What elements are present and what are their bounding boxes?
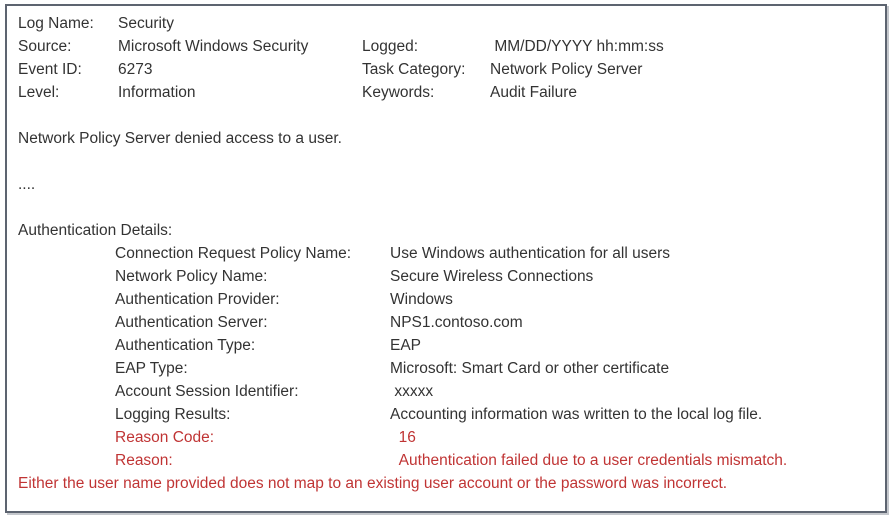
detail-value-connection-request-policy: Use Windows authentication for all users xyxy=(390,245,670,262)
field-value-log-name: Security xyxy=(118,15,174,32)
field-value-keywords: Audit Failure xyxy=(490,84,578,101)
detail-label-reason-code: Reason Code: xyxy=(115,429,215,446)
auth-detail-row xyxy=(115,334,873,357)
detail-value-reason: Authentication failed due to a user credentials mismatch. xyxy=(390,452,788,469)
field-label-level: Level: xyxy=(18,84,60,101)
event-header-row xyxy=(18,58,873,81)
field-value-task-category: Network Policy Server xyxy=(490,61,643,78)
auth-detail-row xyxy=(115,288,873,311)
detail-value-auth-server: NPS1.contoso.com xyxy=(390,314,523,331)
field-value-empty xyxy=(490,12,873,35)
detail-value-eap-type: Microsoft: Smart Card or other certificate xyxy=(390,360,670,377)
field-value-event-id: 6273 xyxy=(118,61,153,78)
auth-detail-row xyxy=(115,311,873,334)
detail-value-reason-code: 16 xyxy=(390,429,416,446)
spacer xyxy=(18,150,873,173)
event-header-row xyxy=(18,35,873,58)
auth-detail-row xyxy=(115,380,873,403)
field-label-logged: Logged: xyxy=(362,38,419,55)
detail-label-account-session-id: Account Session Identifier: xyxy=(115,383,299,400)
detail-label-auth-provider: Authentication Provider: xyxy=(115,291,280,308)
auth-details-heading: Authentication Details: xyxy=(18,222,173,239)
detail-value-auth-type: EAP xyxy=(390,337,422,354)
detail-label-network-policy: Network Policy Name: xyxy=(115,268,268,285)
detail-label-reason: Reason: xyxy=(115,452,173,469)
field-label-event-id: Event ID: xyxy=(18,61,82,78)
field-value-level: Information xyxy=(118,84,196,101)
spacer xyxy=(18,196,873,219)
auth-detail-row xyxy=(115,265,873,288)
field-label-empty xyxy=(362,12,490,35)
event-header-row xyxy=(18,12,873,35)
auth-detail-row xyxy=(115,242,873,265)
detail-label-eap-type: EAP Type: xyxy=(115,360,188,377)
event-header-row xyxy=(18,81,873,104)
field-value-source: Microsoft Windows Security xyxy=(118,38,309,55)
ellipsis-text: .... xyxy=(18,176,36,193)
event-description: Network Policy Server denied access to a user. xyxy=(18,130,342,147)
field-value-logged: MM/DD/YYYY hh:mm:ss xyxy=(490,38,664,55)
detail-label-auth-type: Authentication Type: xyxy=(115,337,256,354)
event-log-panel xyxy=(5,4,887,513)
field-label-log-name: Log Name: xyxy=(18,15,94,32)
auth-detail-row-reason-code xyxy=(115,426,873,449)
detail-value-network-policy: Secure Wireless Connections xyxy=(390,268,594,285)
auth-detail-row xyxy=(115,403,873,426)
detail-value-account-session-id: xxxxx xyxy=(390,383,434,400)
field-label-keywords: Keywords: xyxy=(362,84,435,101)
detail-value-auth-provider: Windows xyxy=(390,291,453,308)
detail-label-connection-request-policy: Connection Request Policy Name: xyxy=(115,245,352,262)
field-label-source: Source: xyxy=(18,38,72,55)
spacer xyxy=(18,104,873,127)
field-label-task-category: Task Category: xyxy=(362,61,466,78)
detail-label-logging-results: Logging Results: xyxy=(115,406,231,423)
detail-label-auth-server: Authentication Server: xyxy=(115,314,268,331)
auth-detail-row xyxy=(115,357,873,380)
reason-continuation-text: Either the user name provided does not map to an existing user account or the password was incorrect. xyxy=(18,475,728,492)
detail-value-logging-results: Accounting information was written to the local log file. xyxy=(390,406,763,423)
auth-detail-row-reason xyxy=(115,449,873,472)
